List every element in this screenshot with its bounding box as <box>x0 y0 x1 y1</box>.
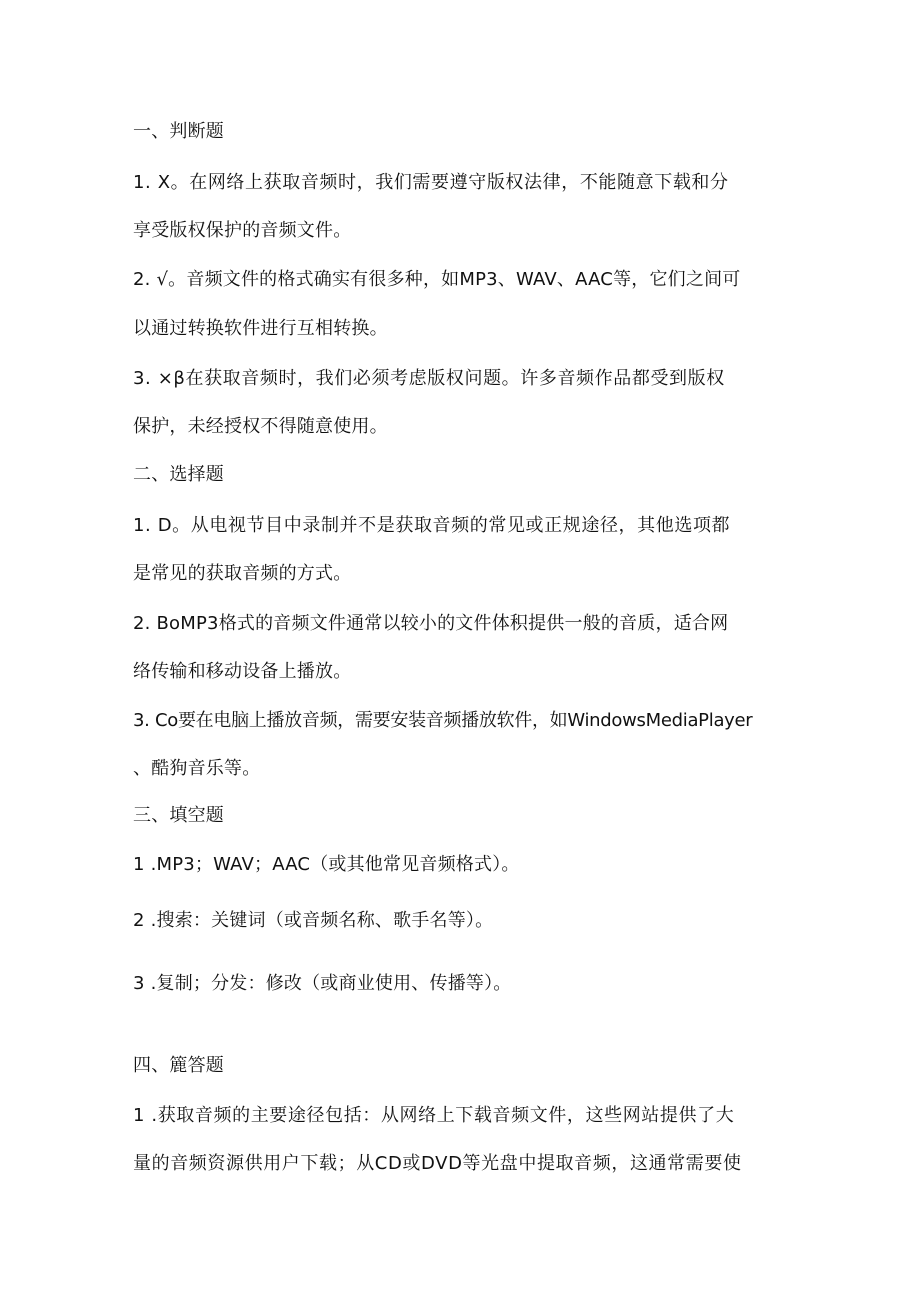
section-heading-judge: 一、判断题 <box>133 121 224 142</box>
choice-q1-line2: 是常见的获取音频的方式。 <box>133 563 352 584</box>
short-a1-line2: 量的音频资源供用户下载；从CD或DVD等光盘中提取音频，这通常需要使 <box>133 1153 742 1174</box>
choice-q3-line2: 、酷狗音乐等。 <box>133 758 261 779</box>
choice-q2-line2: 络传输和移动设备上播放。 <box>133 661 352 682</box>
choice-q1-line1: 1. D。从电视节目中录制并不是获取音频的常见或正规途径，其他选项都 <box>133 515 731 536</box>
judge-q2-line2: 以通过转换软件进行互相转换。 <box>133 318 388 339</box>
fill-a3: 3 .复制；分发：修改（或商业使用、传播等）。 <box>133 973 512 994</box>
section-heading-choice: 二、选择题 <box>133 464 224 485</box>
judge-q1-line2: 享受版权保护的音频文件。 <box>133 220 352 241</box>
judge-q2-line1: 2. √。音频文件的格式确实有很多种，如MP3、WAV、AAC等，它们之间可 <box>133 269 741 290</box>
judge-q3-line1: 3. ×β在获取音频时，我们必须考虑版权问题。许多音频作品都受到版权 <box>133 368 725 389</box>
judge-q3-line2: 保护，未经授权不得随意使用。 <box>133 416 388 437</box>
fill-a2: 2 .搜索：关键词（或音频名称、歌手名等）。 <box>133 910 494 931</box>
short-a1-line1: 1 .获取音频的主要途径包括：从网络上下载音频文件，这些网站提供了大 <box>133 1105 735 1126</box>
section-heading-fill: 三、填空题 <box>133 805 224 826</box>
judge-q1-line1: 1. X。在网络上获取音频时，我们需要遵守版权法律，不能随意下载和分 <box>133 172 729 193</box>
choice-q2-line1: 2. BoMP3格式的音频文件通常以较小的文件体积提供一般的音质，适合网 <box>133 613 729 634</box>
section-heading-short: 四、簏答题 <box>133 1055 224 1076</box>
choice-q3-line1: 3. Co要在电脑上播放音频，需要安装音频播放软件，如WindowsMediaPlayer <box>133 710 753 731</box>
fill-a1: 1 .MP3；WAV；AAC（或其他常见音频格式）。 <box>133 854 520 875</box>
